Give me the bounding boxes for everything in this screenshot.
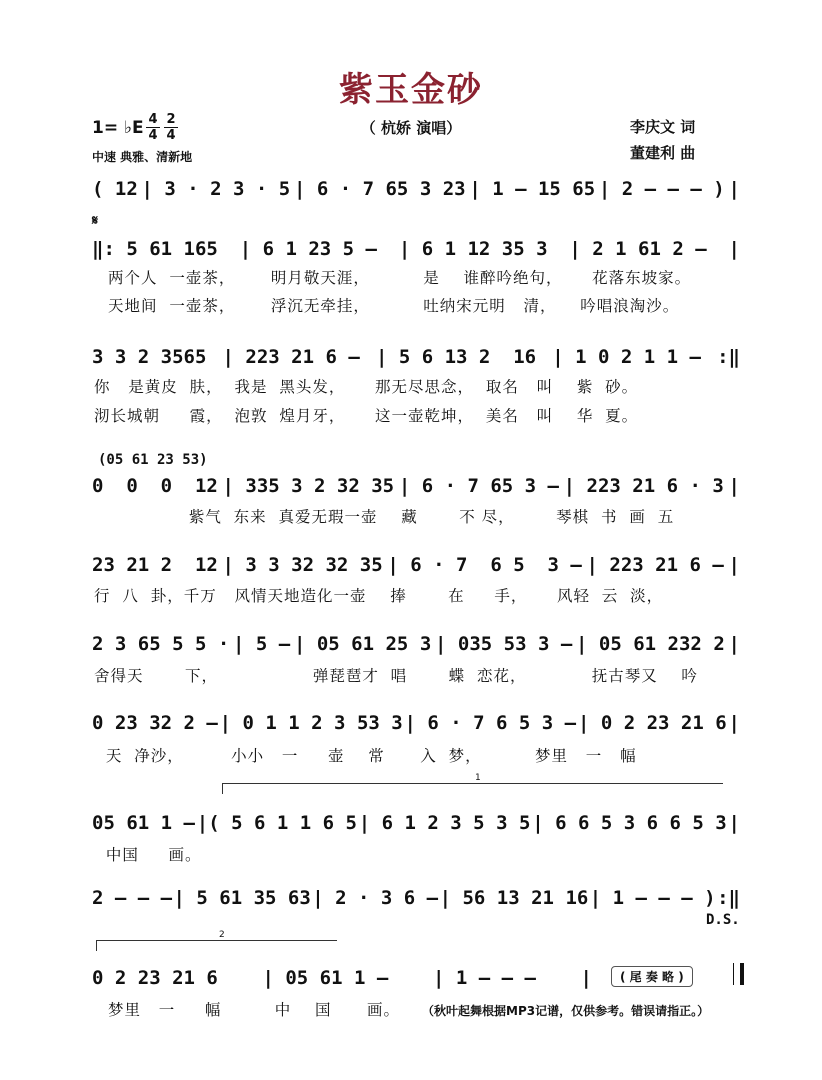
measure: 23 21 2 12: [92, 554, 218, 576]
ts-a-num: 4: [148, 112, 158, 127]
measure: 2 – – –: [92, 887, 173, 909]
measure: | 1 – – –: [432, 967, 536, 989]
measure: 05 61 1 –: [92, 812, 195, 834]
measure: 0 23 32 2 –: [92, 712, 218, 734]
measure: | 2 – – – ): [598, 178, 725, 200]
lyrics-line: 天 净沙， 小小 一 壶 常 入 梦， 梦里 一 幅: [94, 747, 637, 765]
notation-line-10: [92, 961, 592, 995]
volta-number: 1: [475, 773, 481, 783]
measure: | 5 61 35 63: [173, 887, 311, 909]
measure: |: [728, 475, 740, 497]
measure: | 0 1 1 2 3 53 3: [219, 712, 403, 734]
tempo-marking: 中速 典雅、清新地: [92, 150, 193, 164]
volta-bracket-1: [222, 773, 723, 794]
lyrics-line: 舍得天 下， 弹琵琶才 唱 蝶 恋花， 抚古琴又 吟: [94, 667, 698, 685]
lyricist-credit: 李庆文 词: [630, 118, 696, 136]
measure: | 0 2 23 21 6: [577, 712, 727, 734]
segno-sign: 𝄋: [92, 213, 99, 229]
measure: 2 3 65 5 5 ·: [92, 633, 230, 655]
time-signature: [146, 113, 178, 142]
notation-line-8: [92, 806, 740, 840]
measure: | 05 61 1 –: [262, 967, 389, 989]
measure: | 6 · 7 6 5 3 –: [404, 712, 577, 734]
measure: | 6 1 12 35 3: [398, 238, 548, 260]
measure: 0 0 0 12: [92, 475, 218, 497]
notation-line-4: [92, 469, 740, 503]
measure: | 1 – 15 65: [469, 178, 596, 200]
measure: | 2 · 3 6 –: [312, 887, 439, 909]
final-barline: [733, 963, 744, 985]
measure: | 05 61 232 2: [576, 633, 725, 655]
coda-box: ( 尾 奏 略 ): [611, 966, 693, 987]
volta-number: 2: [219, 930, 225, 940]
measure: | 6 · 7 6 5 3 –: [387, 554, 582, 576]
lyrics-line: 行 八 卦，千万 风情天地造化一壶 捧 在 手， 风轻 云 淡，: [94, 587, 664, 605]
ts-b-den: 4: [166, 128, 176, 143]
singer-credit: （ 杭娇 演唱）: [360, 119, 462, 137]
notation-line-7: [92, 706, 740, 740]
measure: | 3 3 32 32 35: [222, 554, 383, 576]
measure: |: [728, 554, 740, 576]
interlude-notes: (05 61 23 53): [98, 452, 208, 468]
notation-line-3: [92, 340, 740, 374]
measure: | 335 3 2 32 35: [222, 475, 395, 497]
measure: | 3 · 2 3 · 5: [141, 178, 291, 200]
measure: | 6 · 7 65 3 –: [398, 475, 559, 497]
measure: | 223 21 6 · 3: [563, 475, 724, 497]
song-title: 紫玉金砂: [339, 70, 483, 110]
measure: |: [728, 238, 740, 260]
ts-b-num: 2: [166, 112, 176, 127]
lyrics-line: 紫气 东来 真爱无瑕一壶 藏 不 尽， 琴棋 书 画 五: [94, 508, 675, 526]
measure: :‖: [717, 346, 740, 368]
lyrics-verse-1: 两个人 一壶茶， 明月敬天涯， 是 谁醉吟绝句， 花落东坡家。: [108, 269, 692, 287]
measure: |( 5 6 1 1 6 5: [196, 812, 357, 834]
measure: |: [728, 178, 740, 200]
notation-line-6: [92, 627, 740, 661]
lyrics-verse-2: 天地间 一壶茶， 浮沉无牵挂， 吐纳宋元明 清， 吟唱浪淘沙。: [108, 297, 680, 315]
ts-a-den: 4: [148, 128, 158, 143]
notation-line-5: [92, 548, 740, 582]
measure: | 6 6 5 3 6 6 5 3: [532, 812, 727, 834]
notation-line-9: [92, 881, 740, 915]
measure: |: [728, 633, 740, 655]
volta-bracket-2: [96, 930, 337, 951]
measure: |: [728, 812, 740, 834]
measure: | 5 6 13 2 16: [375, 346, 537, 368]
lyrics-verse-1: 你 是黄皮 肤， 我是 黑头发， 那无尽思念， 取名 叫 紫 砂。: [94, 378, 639, 396]
dal-segno-mark: D.S.: [706, 912, 740, 928]
measure: | 6 1 23 5 –: [239, 238, 377, 260]
notation-line-2: [92, 232, 740, 266]
measure: 0 2 23 21 6: [92, 967, 218, 989]
measure: | 5 –: [233, 633, 291, 655]
lyrics-line: 中国 画。: [94, 846, 202, 864]
measure: | 2 1 61 2 –: [569, 238, 707, 260]
measure: |: [728, 712, 740, 734]
measure: | 223 21 6 –: [222, 346, 360, 368]
lyrics-line: 梦里 一 幅 中 国 画。: [108, 1001, 401, 1019]
measure: ‖: 5 61 165: [92, 238, 218, 260]
measure: | 1 0 2 1 1 –: [552, 346, 701, 368]
transcription-note: （秋叶起舞根据MP3记谱，仅供参考。错误请指正。）: [422, 1004, 710, 1018]
measure: | 223 21 6 –: [586, 554, 724, 576]
composer-credit: 董建利 曲: [630, 144, 696, 162]
measure: | 05 61 25 3: [293, 633, 432, 655]
measure: | 6 · 7 65 3 23: [293, 178, 466, 200]
measure: | 1 – – – ): [589, 887, 716, 909]
lyrics-verse-2: 沏长城朝 霞， 泡敦 煌月牙， 这一壶乾坤， 美名 叫 华 夏。: [94, 407, 639, 425]
measure: |: [580, 967, 592, 989]
measure: | 035 53 3 –: [435, 633, 573, 655]
measure: ( 12: [92, 178, 138, 200]
measure: 3 3 2 3565: [92, 346, 207, 368]
notation-line-1: [92, 172, 740, 206]
measure: :‖: [717, 887, 740, 909]
measure: | 6 1 2 3 5 3 5: [358, 812, 531, 834]
measure: | 56 13 21 16: [439, 887, 589, 909]
key-signature: 1= ♭E: [92, 118, 144, 138]
